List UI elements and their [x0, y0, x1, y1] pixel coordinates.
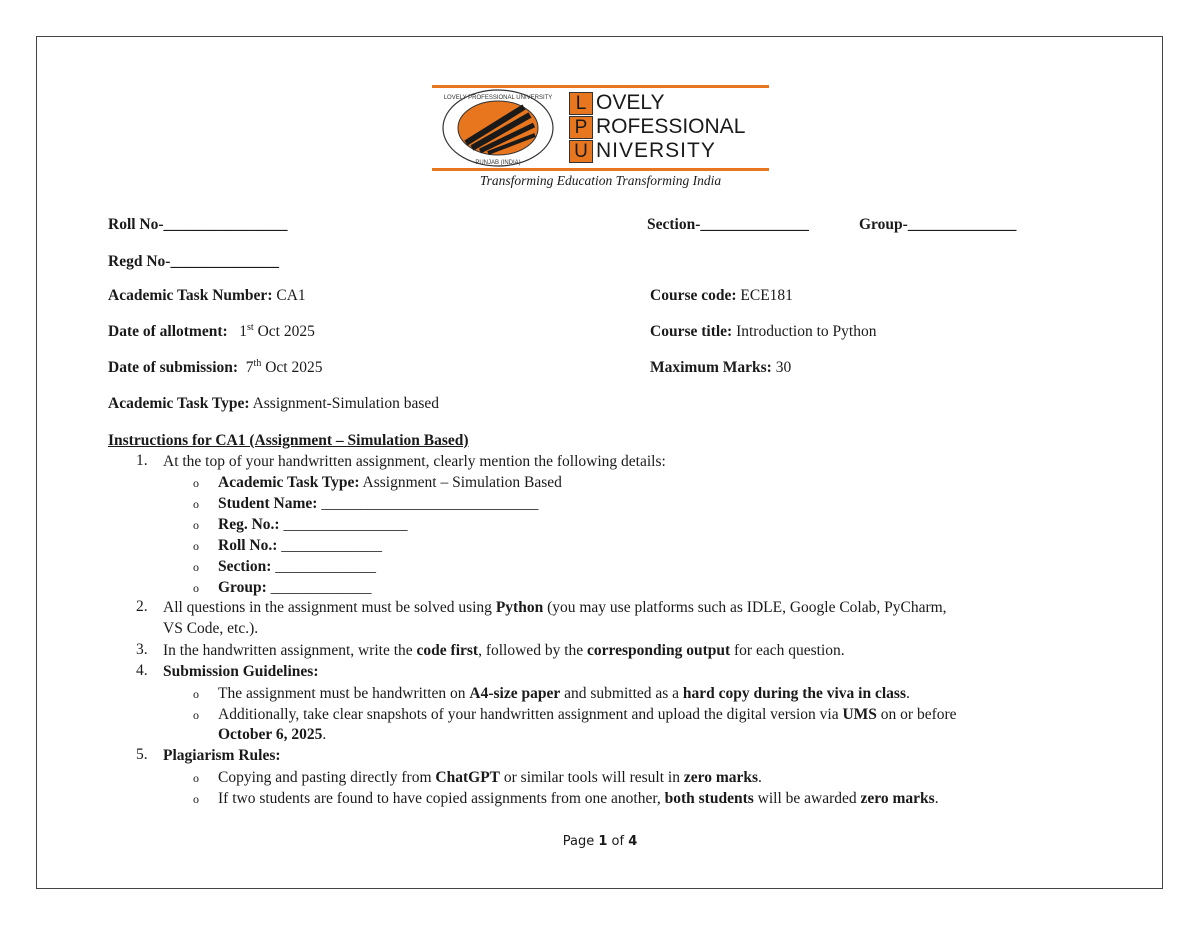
- roll-no-label: Roll No-: [108, 216, 164, 233]
- max-marks-label: Maximum Marks:: [650, 359, 772, 376]
- regd-no-label: Regd No-: [108, 253, 171, 270]
- task-type-row: [108, 395, 439, 413]
- item-4b-line2: [218, 725, 326, 745]
- bullet: o: [193, 771, 199, 785]
- logo-word-ovely: OVELY: [596, 91, 665, 114]
- course-code-value: ECE181: [740, 287, 793, 304]
- instructions-heading: Instructions for CA1 (Assignment – Simulation Based): [108, 432, 469, 449]
- bullet: o: [193, 476, 199, 490]
- allotment-date-row: [108, 323, 315, 341]
- regd-no-field: [108, 253, 279, 271]
- submission-label: Date of submission:: [108, 359, 239, 376]
- item-4a-part: .: [905, 685, 910, 702]
- group-label: Group-: [859, 216, 908, 233]
- item-5b-bold: both students: [664, 790, 754, 807]
- footer-total-pages: 4: [628, 834, 638, 849]
- detail-value: ________________: [279, 516, 408, 533]
- item-4b-part: Additionally, take clear snapshots of your handwritten assignment and upload the digital version via: [218, 706, 843, 723]
- regd-no-blank: ______________: [170, 253, 279, 270]
- detail-label: Group:: [218, 579, 267, 596]
- section-label: Section-: [647, 216, 701, 233]
- item-5a-part: or similar tools will result in: [500, 769, 684, 786]
- roll-no-blank: ________________: [163, 216, 288, 233]
- detail-section: [218, 557, 376, 577]
- university-logo: [432, 85, 769, 191]
- max-marks-value: 30: [775, 359, 792, 376]
- item-2-number: 2.: [136, 598, 148, 615]
- item-5b-part: .: [934, 790, 939, 807]
- allotment-sup: st: [247, 321, 254, 333]
- logo-letter-u: U: [569, 140, 593, 163]
- item-1-text: At the top of your handwritten assignment, clearly mention the following details:: [163, 453, 666, 470]
- task-number-row: [108, 287, 306, 305]
- bullet: o: [193, 497, 199, 511]
- seal-text-bottom: PUNJAB (INDIA): [475, 160, 521, 166]
- item-5-number: 5.: [136, 746, 148, 763]
- logo-tagline: Transforming Education Transforming India: [479, 173, 722, 188]
- detail-roll-no: [218, 536, 382, 556]
- item-5b-part: will be awarded: [753, 790, 861, 807]
- item-3-text: [163, 641, 845, 661]
- item-4a-part: The assignment must be handwritten on: [218, 685, 470, 702]
- detail-label: Section:: [218, 558, 272, 575]
- item-4b-part: .: [322, 726, 327, 743]
- detail-label: Roll No.:: [218, 537, 278, 554]
- detail-value: _____________: [277, 537, 383, 554]
- detail-value: _____________: [266, 579, 372, 596]
- max-marks-row: [650, 359, 791, 377]
- task-number-label: Academic Task Number:: [108, 287, 273, 304]
- item-4-title: Submission Guidelines:: [163, 663, 319, 680]
- bullet: o: [193, 687, 199, 701]
- item-5b-part: If two students are found to have copied assignments from one another,: [218, 790, 665, 807]
- university-seal-icon: [436, 85, 566, 171]
- footer-page-word: Page: [562, 834, 595, 849]
- detail-label: Academic Task Type:: [218, 474, 360, 491]
- item-3-part: , followed by the: [478, 642, 588, 659]
- item-4b-bold: UMS: [842, 706, 877, 723]
- group-field: [859, 216, 1016, 234]
- item-5a-text: [218, 768, 762, 788]
- item-4a-bold: A4-size paper: [469, 685, 561, 702]
- item-2-part: (you may use platforms such as IDLE, Google Colab, PyCharm,: [543, 599, 947, 616]
- item-4b-bold: October 6, 2025: [218, 726, 323, 743]
- roll-no-field: [108, 216, 288, 234]
- allotment-rest: Oct 2025: [257, 323, 315, 340]
- item-3-bold: code first: [416, 642, 479, 659]
- item-2-text: [163, 598, 947, 618]
- detail-value: _____________: [271, 558, 377, 575]
- task-type-value: Assignment-Simulation based: [252, 395, 439, 412]
- item-2-part: All questions in the assignment must be solved using: [163, 599, 496, 616]
- item-5a-bold: zero marks: [683, 769, 759, 786]
- submission-rest: Oct 2025: [265, 359, 323, 376]
- allotment-day: 1: [239, 323, 248, 340]
- bullet: o: [193, 560, 199, 574]
- course-title-label: Course title:: [650, 323, 733, 340]
- detail-value: ____________________________: [317, 495, 539, 512]
- footer-of-word: of: [611, 834, 625, 849]
- detail-label: Reg. No.:: [218, 516, 280, 533]
- item-3-bold: corresponding output: [587, 642, 731, 659]
- item-5a-bold: ChatGPT: [435, 769, 500, 786]
- detail-group: [218, 578, 371, 598]
- item-2-line2: VS Code, etc.).: [163, 620, 259, 637]
- item-1-number: 1.: [136, 452, 148, 469]
- item-5a-part: Copying and pasting directly from: [218, 769, 436, 786]
- course-code-row: [650, 287, 793, 305]
- group-blank: ______________: [907, 216, 1017, 233]
- section-field: [647, 216, 809, 234]
- item-5b-text: [218, 789, 939, 809]
- item-4b-part: on or before: [876, 706, 957, 723]
- item-4b-text: [218, 705, 957, 725]
- course-title-row: [650, 323, 876, 341]
- course-title-value: Introduction to Python: [736, 323, 877, 340]
- detail-label: Student Name:: [218, 495, 318, 512]
- bullet: o: [193, 581, 199, 595]
- logo-letter-l: L: [569, 92, 593, 115]
- item-4a-bold: hard copy during the viva in class: [682, 685, 906, 702]
- item-3-part: for each question.: [730, 642, 845, 659]
- item-3-number: 3.: [136, 641, 148, 658]
- submission-day: 7: [245, 359, 254, 376]
- bullet: o: [193, 518, 199, 532]
- item-2-bold: Python: [495, 599, 544, 616]
- seal-text-top: LOVELY PROFESSIONAL UNIVERSITY: [443, 95, 553, 101]
- bullet: o: [193, 539, 199, 553]
- item-3-part: In the handwritten assignment, write the: [163, 642, 417, 659]
- detail-value: Assignment – Simulation Based: [359, 474, 562, 491]
- page-footer: [0, 834, 1200, 849]
- allotment-label: Date of allotment:: [108, 323, 228, 340]
- item-4a-text: [218, 684, 910, 704]
- item-5-title: Plagiarism Rules:: [163, 747, 281, 764]
- item-5a-part: .: [758, 769, 762, 786]
- detail-reg-no: [218, 515, 407, 535]
- bullet: o: [193, 708, 199, 722]
- item-4-number: 4.: [136, 662, 148, 679]
- course-code-label: Course code:: [650, 287, 737, 304]
- logo-word-niversity: NIVERSITY: [596, 139, 716, 162]
- section-blank: ______________: [700, 216, 809, 233]
- submission-date-row: [108, 359, 322, 377]
- submission-sup: th: [253, 357, 262, 369]
- detail-task-type: [218, 473, 562, 493]
- task-number-value: CA1: [276, 287, 306, 304]
- bullet: o: [193, 792, 199, 806]
- logo-letter-p: P: [569, 116, 593, 139]
- item-5b-bold: zero marks: [860, 790, 935, 807]
- footer-page-number: 1: [598, 834, 608, 849]
- logo-word-rofessional: ROFESSIONAL: [596, 115, 746, 138]
- item-4a-part: and submitted as a: [560, 685, 683, 702]
- task-type-label: Academic Task Type:: [108, 395, 250, 412]
- detail-student-name: [218, 494, 538, 514]
